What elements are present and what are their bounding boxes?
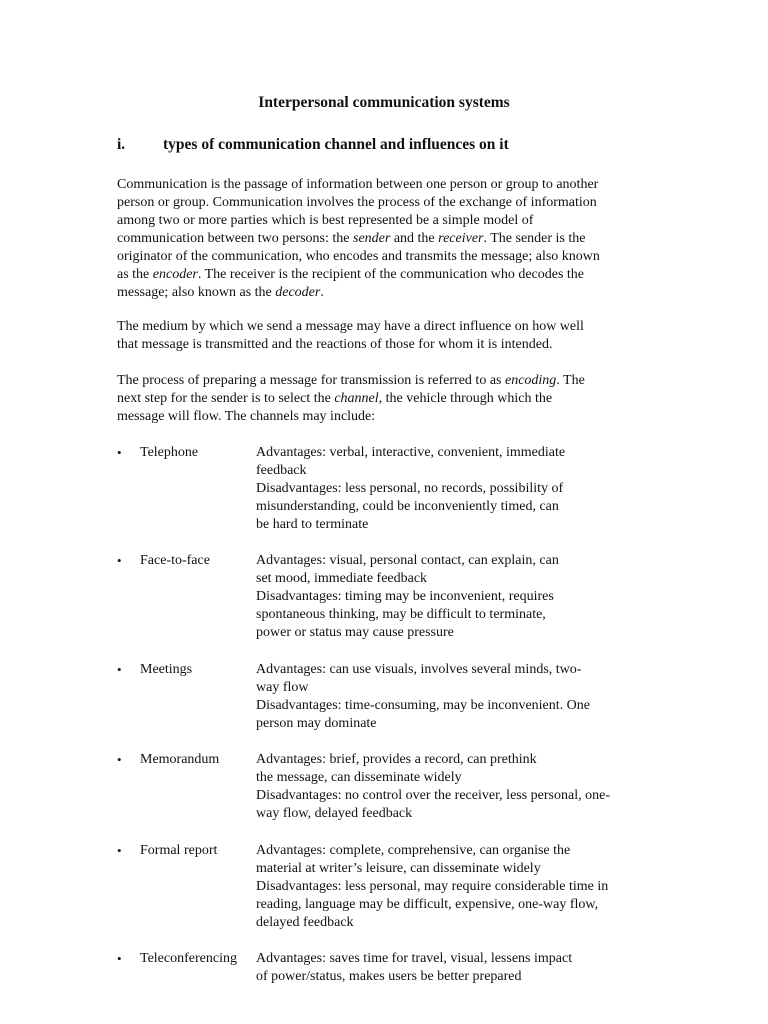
channel-description-line: misunderstanding, could be inconveniently timed, can: [256, 499, 559, 514]
channel-description-line: the message, can disseminate widely: [256, 770, 462, 785]
channel-description: [256, 661, 676, 733]
paragraph-line: Communication is the passage of information between one person or group to another: [117, 177, 599, 192]
paragraph-line: person or group. Communication involves the process of the exchange of information: [117, 195, 597, 210]
paragraph-communication-definition: [117, 176, 657, 302]
channel-description-line: Advantages: complete, comprehensive, can organise the: [256, 843, 571, 858]
channel-description-line: reading, language may be difficult, expensive, one-way flow,: [256, 897, 599, 912]
channel-name: Face-to-face: [140, 553, 210, 568]
channel-description-line: Disadvantages: less personal, may require considerable time in: [256, 879, 609, 894]
channel-description: [256, 444, 676, 534]
channel-description-line: delayed feedback: [256, 915, 354, 930]
paragraph-line: as the encoder. The receiver is the recipient of the communication who decodes the: [117, 267, 585, 282]
bullet-icon: •: [117, 445, 122, 460]
channel-description-line: Advantages: saves time for travel, visual, lessens impact: [256, 951, 573, 966]
channel-description-line: spontaneous thinking, may be difficult to terminate,: [256, 607, 546, 622]
paragraph-line: The medium by which we send a message may have a direct influence on how well: [117, 319, 584, 334]
paragraph-line: that message is transmitted and the reactions of those for whom it is intended.: [117, 337, 553, 352]
channel-description-line: Advantages: verbal, interactive, convenient, immediate: [256, 445, 566, 460]
channel-description: [256, 950, 676, 986]
paragraph-encoding: [117, 372, 657, 426]
section-heading-text: types of communication channel and influences on it: [163, 136, 509, 153]
section-number: i.: [117, 136, 126, 153]
channel-description-line: of power/status, makes users be better prepared: [256, 969, 522, 984]
paragraph-line: communication between two persons: the sender and the receiver. The sender is the: [117, 231, 586, 246]
channel-name: Meetings: [140, 662, 193, 677]
bullet-icon: •: [117, 951, 122, 966]
paragraph-medium: [117, 318, 657, 354]
bullet-icon: •: [117, 662, 122, 677]
paragraph-line: message; also known as the decoder.: [117, 285, 324, 300]
channel-name: Telephone: [140, 445, 199, 460]
channel-description: [256, 751, 676, 823]
bullet-icon: •: [117, 843, 122, 858]
channel-description-line: Disadvantages: less personal, no records, possibility of: [256, 481, 564, 496]
channel-name: Teleconferencing: [140, 951, 237, 966]
channel-description-line: power or status may cause pressure: [256, 625, 454, 640]
channel-description-line: material at writer’s leisure, can disseminate widely: [256, 861, 541, 876]
channel-description: [256, 552, 676, 642]
channel-description-line: Advantages: visual, personal contact, can explain, can: [256, 553, 559, 568]
paragraph-line: next step for the sender is to select the channel, the vehicle through which the: [117, 391, 553, 406]
channel-description-line: way flow: [256, 680, 309, 695]
channel-description-line: Disadvantages: no control over the receiver, less personal, one-: [256, 788, 610, 803]
channel-description-line: Disadvantages: timing may be inconvenient, requires: [256, 589, 554, 604]
paragraph-line: The process of preparing a message for transmission is referred to as encoding. The: [117, 373, 585, 388]
bullet-icon: •: [117, 752, 122, 767]
channel-name: Memorandum: [140, 752, 220, 767]
channel-name: Formal report: [140, 843, 218, 858]
document-title: Interpersonal communication systems: [258, 94, 510, 111]
channel-description-line: way flow, delayed feedback: [256, 806, 413, 821]
bullet-icon: •: [117, 553, 122, 568]
paragraph-line: message will flow. The channels may include:: [117, 409, 376, 424]
paragraph-line: among two or more parties which is best represented be a simple model of: [117, 213, 534, 228]
paragraph-line: originator of the communication, who encodes and transmits the message; also known: [117, 249, 600, 264]
channel-description-line: person may dominate: [256, 716, 377, 731]
channel-description-line: Disadvantages: time-consuming, may be inconvenient. One: [256, 698, 590, 713]
channel-description-line: feedback: [256, 463, 307, 478]
section-heading: [117, 136, 509, 154]
channel-description-line: be hard to terminate: [256, 517, 369, 532]
channel-description-line: Advantages: can use visuals, involves several minds, two-: [256, 662, 582, 677]
channel-description-line: Advantages: brief, provides a record, can prethink: [256, 752, 537, 767]
channel-description: [256, 842, 676, 932]
channel-description-line: set mood, immediate feedback: [256, 571, 428, 586]
